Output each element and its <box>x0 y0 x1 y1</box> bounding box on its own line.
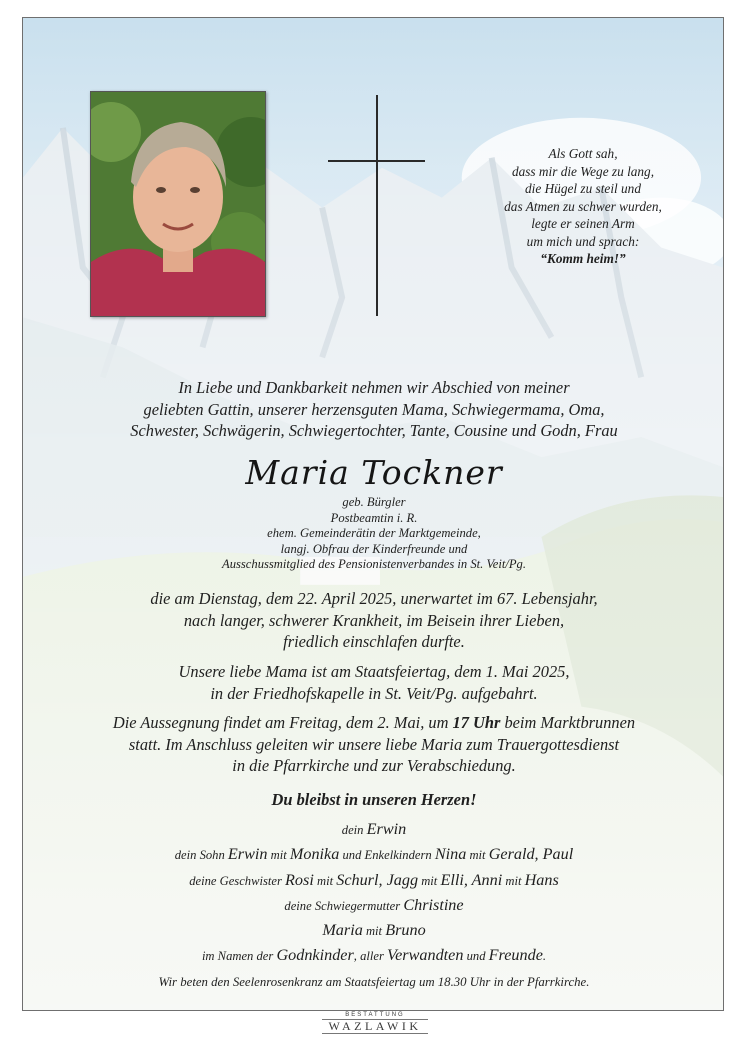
family-name: Elli, Anni <box>440 870 503 889</box>
detail-line: geb. Bürgler <box>342 495 406 509</box>
funeral-text: Die Aussegnung findet am Freitag, dem 2. Mai, um <box>112 713 453 732</box>
family-prefix: dein Sohn <box>174 848 228 863</box>
family-prefix: mit <box>466 848 489 863</box>
death-notice <box>23 588 724 653</box>
logo-top: BESTATTUNG <box>345 1012 405 1018</box>
family-prefix: dein <box>341 823 367 837</box>
poem-line: dass mir die Wege zu lang, <box>511 163 655 179</box>
funeral-line-1 <box>23 712 724 734</box>
family-name: Freunde <box>488 946 543 965</box>
cross-horizontal <box>328 160 425 162</box>
deceased-name: Maria Tockner <box>245 453 503 492</box>
poem-line: Als Gott sah, <box>548 146 618 161</box>
family-name: Christine <box>403 895 464 914</box>
family-prefix: mit <box>362 924 386 939</box>
intro-text <box>23 377 724 442</box>
poem-line: um mich und sprach: <box>526 233 640 249</box>
family-prefix: mit <box>313 873 337 888</box>
family-maria-bruno <box>23 918 724 943</box>
family-prefix: . <box>542 949 547 964</box>
detail-line: ehem. Gemeinderätin der Marktgemeinde, <box>267 526 481 541</box>
family-name: Verwandten <box>387 946 464 965</box>
funeral-line-2: statt. Im Anschluss geleiten wir unsere liebe Maria zum Trauergottesdienst <box>128 734 620 754</box>
poem-line: legte er seinen Arm <box>531 216 635 231</box>
intro-line: Schwester, Schwägerin, Schwiegertochter, Tante, Cousine und Godn, Frau <box>130 421 618 440</box>
family-name: Erwin <box>227 845 268 864</box>
funeral-line-3: in die Pfarrkirche und zur Verabschiedung. <box>232 756 516 775</box>
laid-out-notice <box>23 661 724 704</box>
family-name: Bruno <box>385 921 426 940</box>
death-line: nach langer, schwerer Krankheit, im Beisein ihrer Lieben, <box>183 610 565 630</box>
intro-line: In Liebe und Dankbarkeit nehmen wir Abschied von meiner <box>178 378 570 397</box>
death-line: friedlich einschlafen durfte. <box>283 632 465 651</box>
poem <box>463 145 703 268</box>
rosary-notice: Wir beten den Seelenrosenkranz am Staatsfeiertag um 18.30 Uhr in der Pfarrkirche. <box>158 975 590 989</box>
detail-line: Ausschussmitglied des Pensionistenverbandes in St. Veit/Pg. <box>222 557 526 572</box>
family-name: Godnkinder <box>276 946 354 965</box>
detail-line: Postbeamtin i. R. <box>330 510 418 525</box>
family-prefix: und <box>463 949 489 964</box>
family-name: Rosi <box>285 870 314 889</box>
family-siblings <box>23 868 724 893</box>
poem-closing: “Komm heim!” <box>540 251 626 266</box>
funeral-text: beim Marktbrunnen <box>500 713 636 732</box>
portrait-photo <box>90 91 266 317</box>
family-prefix: und Enkelkindern <box>339 848 435 863</box>
family-son <box>23 842 724 867</box>
family-name: Maria <box>322 921 363 940</box>
funeral-time: 17 Uhr <box>452 713 501 732</box>
laid-out-line: in der Friedhofskapelle in St. Veit/Pg. aufgebahrt. <box>210 683 538 703</box>
laid-out-line: Unsere liebe Mama ist am Staatsfeiertag, dem 1. Mai 2025, <box>178 662 570 681</box>
family-mother-in-law <box>23 893 724 918</box>
funeral-notice <box>23 712 724 777</box>
family-godchildren <box>23 943 724 968</box>
death-line: die am Dienstag, dem 22. April 2025, unerwartet im 67. Lebensjahr, <box>150 589 598 608</box>
family-name: Gerald, Paul <box>488 845 574 864</box>
family-name: Schurl, Jagg <box>336 870 419 889</box>
family-prefix: mit <box>267 848 290 863</box>
logo-brand: WAZLAWIK <box>322 1019 428 1034</box>
deceased-details <box>23 495 724 573</box>
detail-line: langj. Obfrau der Kinderfreunde und <box>280 541 468 556</box>
obituary-card <box>22 17 724 1011</box>
family-list <box>23 817 724 969</box>
family-name: Monika <box>289 845 340 864</box>
family-prefix: deine Schwiegermutter <box>284 898 404 913</box>
family-prefix: im Namen der <box>201 949 277 964</box>
cross-vertical <box>376 95 378 316</box>
family-prefix: , aller <box>353 949 388 964</box>
intro-line: geliebten Gattin, unserer herzensguten Mama, Schwiegermama, Oma, <box>143 399 605 419</box>
family-name: Erwin <box>366 820 407 838</box>
family-name: Hans <box>524 870 559 889</box>
family-name: Nina <box>434 845 467 864</box>
family-prefix: deine Geschwister <box>189 873 286 888</box>
poem-line: das Atmen zu schwer wurden, <box>504 198 662 214</box>
family-prefix: mit <box>502 873 525 888</box>
family-prefix: mit <box>418 873 441 888</box>
funeral-home-logo <box>0 1011 750 1034</box>
heart-line: Du bleibst in unseren Herzen! <box>271 790 477 809</box>
poem-line: die Hügel zu steil und <box>525 181 641 196</box>
family-husband <box>23 817 724 842</box>
